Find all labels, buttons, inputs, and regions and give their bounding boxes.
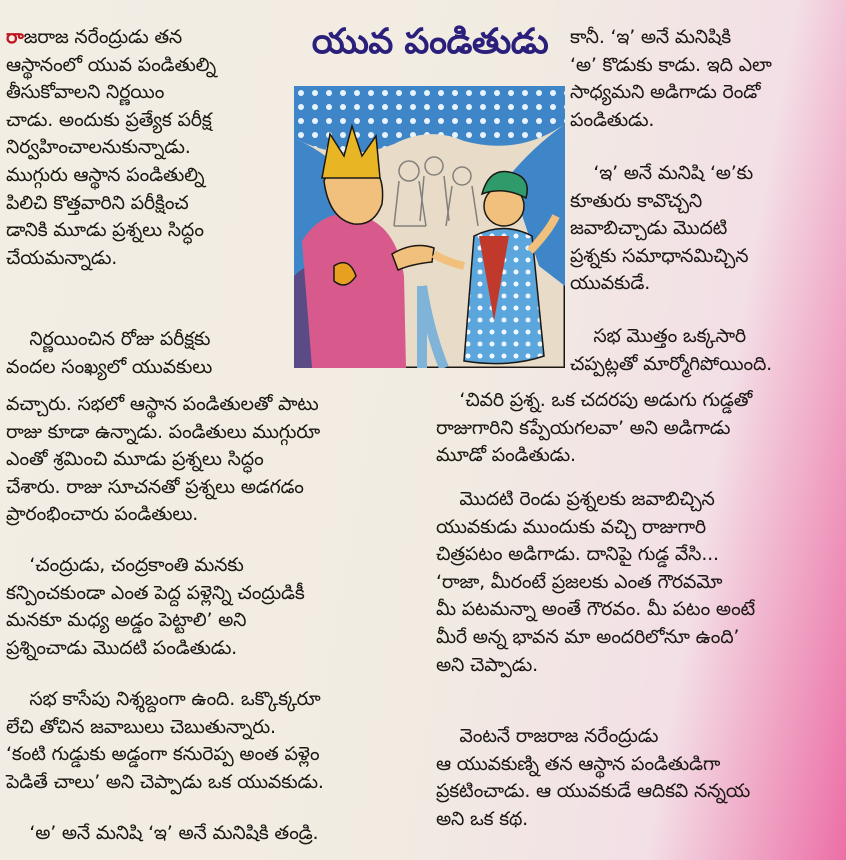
paragraph-1-text: జరాజ నరేంద్రుడు తన ఆస్థానంలో యువ పండితుల్ని తీసుకోవాలని నిర్ణయిం చాడు. అందుకు ప్రత్యేక పరీక్ష నిర్వహించాలనుకున్నాడు. ముగ్గురు ఆస్థాన పండితుల్ని పిలిచి కొత్తవారిని పరీక్షించ డానికి మూడు ప్రశ్నలు సిద్ధం చేయమన్నాడు. (6, 26, 216, 269)
paragraph-7: కానీ. ‘ఇ’ అనే మనిషికి ‘అ’ కొడుకు కాడు. ఇది ఎలా సాధ్యమని అడిగాడు రెండో పండితుడు. (570, 26, 772, 131)
story-illustration (294, 86, 565, 368)
paragraph-6: ‘అ’ అనే మనిషి ‘ఇ’ అనే మనిషికి తండ్రి. (6, 822, 319, 844)
paragraph-4: ‘చంద్రుడు, చంద్రకాంతి మనకు కన్పించకుండా ఎంత పెద్ద పళ్లెన్ని చంద్రుడికీ మనకూ మధ్య అడ్డం పెట్టాలి’ అని ప్రశ్నించాడు మొదటి పండితుడు. (6, 554, 305, 659)
paragraph-10: ‘చివరి ప్రశ్న. ఒక చదరపు అడుగు గుడ్డతో రాజుగారిని కప్పేయగలవా’ అని అడిగాడు మూడో పండితుడు. (436, 389, 753, 467)
story-headline: యువ పండితుడు (311, 22, 549, 62)
paragraph-5: సభ కాసేపు నిశ్శబ్దంగా ఉంది. ఒక్కొక్కరూ లేచి తోచిన జవాబులు చెబుతున్నారు. ‘కంటి గుడ్డుకు అడ్డంగా కనురెప్ప అంత పళ్లెం పెడితే చాలు’ అని చెప్పాడు ఒక యువకుడు. (6, 688, 324, 793)
paragraph-2: నిర్ణయించిన రోజు పరీక్షకు వందల సంఖ్యలో యువకులు (6, 328, 213, 378)
paragraph-12: వెంటనే రాజరాజ నరేంద్రుడు ఆ యువకుణ్ని తన ఆస్థాన పండితుడిగా ప్రకటించాడు. ఆ యువకుడే ఆదికవి నన్నయ అని ఒక కథ. (436, 725, 751, 830)
drop-cap: రా (6, 26, 24, 48)
paragraph-11: మొదటి రెండు ప్రశ్నలకు జవాబిచ్చిన యువకుడు ముందుకు వచ్చి రాజుగారి చిత్రపటం అడిగాడు. దానిపై గుడ్డ వేసి... ‘రాజా, మీరంటే ప్రజలకు ఎంత గౌరవమో మీ పటమన్నా అంతే గౌరవం. మీ పటం అంటే మీరే అన్న భావన మా అందరిలోనూ ఉంది’ అని చెప్పాడు. (436, 488, 755, 676)
paragraph-1 (6, 24, 216, 272)
paragraph-9: సభ మొత్తం ఒక్కసారి చప్పట్లతో మార్మోగిపోయింది. (570, 325, 772, 375)
paragraph-3: వచ్చారు. సభలో ఆస్థాన పండితులతో పాటు రాజు కూడా ఉన్నాడు. పండితులు ముగ్గురూ ఎంతో శ్రమించి మూడు ప్రశ్నలు సిద్ధం చేశారు. రాజు సూచనతో ప్రశ్నలు అడగడం ప్రారంభించారు పండితులు. (6, 393, 320, 526)
paragraph-8: ‘ఇ’ అనే మనిషి ‘అ’కు కూతురు కావొచ్చని జవాబిచ్చాడు మొదటి ప్రశ్నకు సమాధానమిచ్చిన యువకుడే. (570, 162, 753, 295)
